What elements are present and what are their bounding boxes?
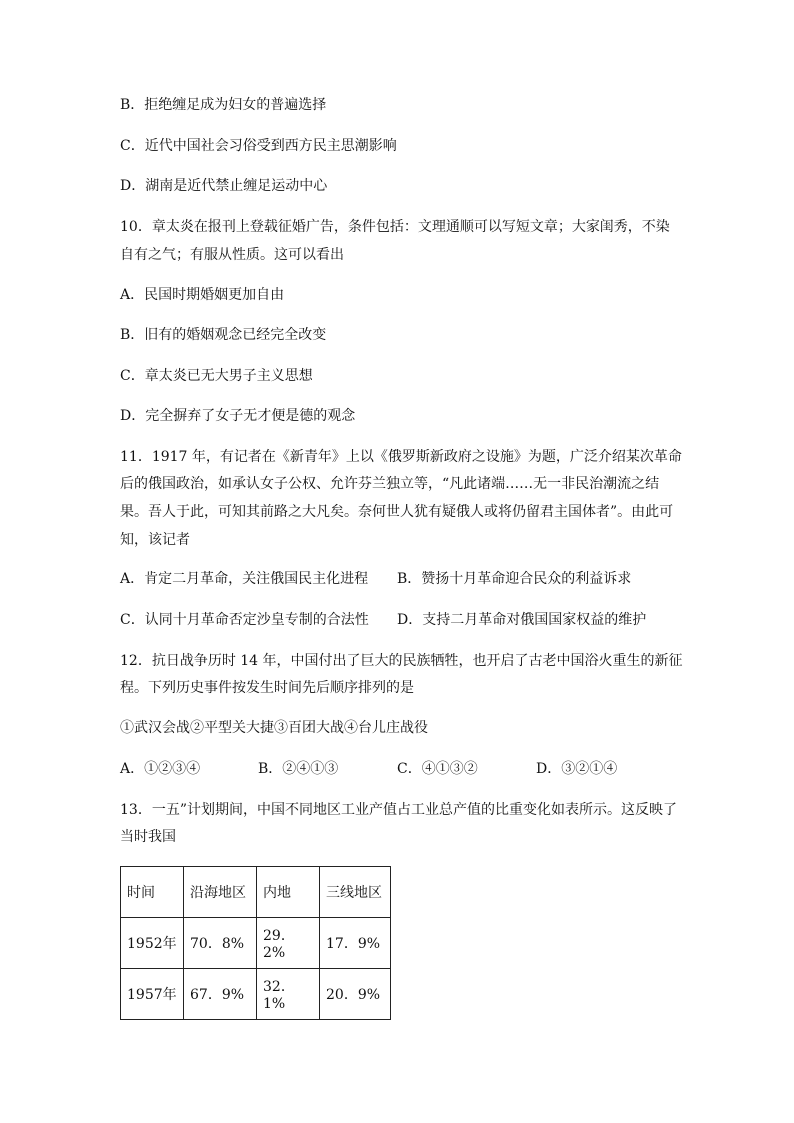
q11-option-c: C．认同十月革命否定沙皇专制的合法性 bbox=[120, 612, 369, 628]
q12-stem-line2: 程。下列历史事件按发生时间先后顺序排列的是 bbox=[120, 680, 414, 696]
industry-output-table bbox=[120, 866, 391, 1020]
table-cell: 67．9% bbox=[184, 969, 257, 1020]
table-cell: 70．8% bbox=[184, 918, 257, 969]
table-header-cell: 时间 bbox=[121, 867, 184, 918]
q13-stem-line2: 当时我国 bbox=[120, 829, 176, 845]
q10-option-d: D．完全摒弃了女子无才便是德的观念 bbox=[120, 408, 356, 424]
q10-stem-line2: 自有之气；有服从性质。这可以看出 bbox=[120, 247, 344, 263]
table-row bbox=[121, 969, 391, 1020]
q11-option-a: A．肯定二月革命，关注俄国民主化进程 bbox=[120, 571, 369, 587]
table-cell: 32．1% bbox=[257, 969, 320, 1020]
q11-stem-line4: 知，该记者 bbox=[120, 532, 190, 548]
q11-stem-line1: 11．1917 年，有记者在《新青年》上以《俄罗斯新政府之设施》为题，广泛介绍某次革命 bbox=[120, 449, 682, 465]
q11-stem-line3: 果。吾人于此，可知其前路之大凡矣。奈何世人犹有疑俄人或将仍留君主国体者”。由此可 bbox=[120, 504, 674, 520]
table-cell: 1952年 bbox=[121, 918, 184, 969]
table-cell: 17．9% bbox=[320, 918, 391, 969]
table-header-cell: 内地 bbox=[257, 867, 320, 918]
q13-stem-line1: 13．一五”计划期间，中国不同地区工业产值占工业总产值的比重变化如表所示。这反映了 bbox=[120, 802, 677, 818]
q12-option-d: D．③②①④ bbox=[536, 761, 618, 777]
q9-option-c: C．近代中国社会习俗受到西方民主思潮影响 bbox=[120, 138, 397, 154]
q11-stem-line2: 后的俄国政治，如承认女子公权、允许芬兰独立等，“凡此诸端……无一非民治潮流之结 bbox=[120, 476, 660, 492]
q11-option-b: B．赞扬十月革命迎合民众的利益诉求 bbox=[397, 571, 632, 587]
table-header-cell: 三线地区 bbox=[320, 867, 391, 918]
table-cell: 29．2% bbox=[257, 918, 320, 969]
q9-option-b: B．拒绝缠足成为妇女的普遍选择 bbox=[120, 97, 327, 113]
table-cell: 1957年 bbox=[121, 969, 184, 1020]
table-header-cell: 沿海地区 bbox=[184, 867, 257, 918]
q10-stem-line1: 10．章太炎在报刊上登载征婚广告，条件包括：文理通顺可以写短文章；大家闺秀，不染 bbox=[120, 219, 670, 235]
table-row bbox=[121, 918, 391, 969]
table-header-row bbox=[121, 867, 391, 918]
q12-stem-line1: 12．抗日战争历时 14 年，中国付出了巨大的民族牺牲，也开启了古老中国浴火重生的新征 bbox=[120, 653, 683, 669]
q11-options-row1 bbox=[120, 569, 680, 589]
q9-option-d: D．湖南是近代禁止缠足运动中心 bbox=[120, 178, 328, 194]
q11-options-row2 bbox=[120, 610, 680, 630]
q10-option-c: C．章太炎已无大男子主义思想 bbox=[120, 368, 313, 384]
q10-option-a: A．民国时期婚姻更加自由 bbox=[120, 287, 285, 303]
q12-events: ①武汉会战②平型关大捷③百团大战④台儿庄战役 bbox=[120, 720, 428, 736]
table-cell: 20．9% bbox=[320, 969, 391, 1020]
q12-option-a: A．①②③④ bbox=[120, 761, 201, 777]
q12-option-b: B．②④①③ bbox=[258, 761, 339, 777]
q12-option-c: C．④①③② bbox=[397, 761, 478, 777]
q11-option-d: D．支持二月革命对俄国国家权益的维护 bbox=[397, 612, 647, 628]
q10-option-b: B．旧有的婚姻观念已经完全改变 bbox=[120, 327, 327, 343]
